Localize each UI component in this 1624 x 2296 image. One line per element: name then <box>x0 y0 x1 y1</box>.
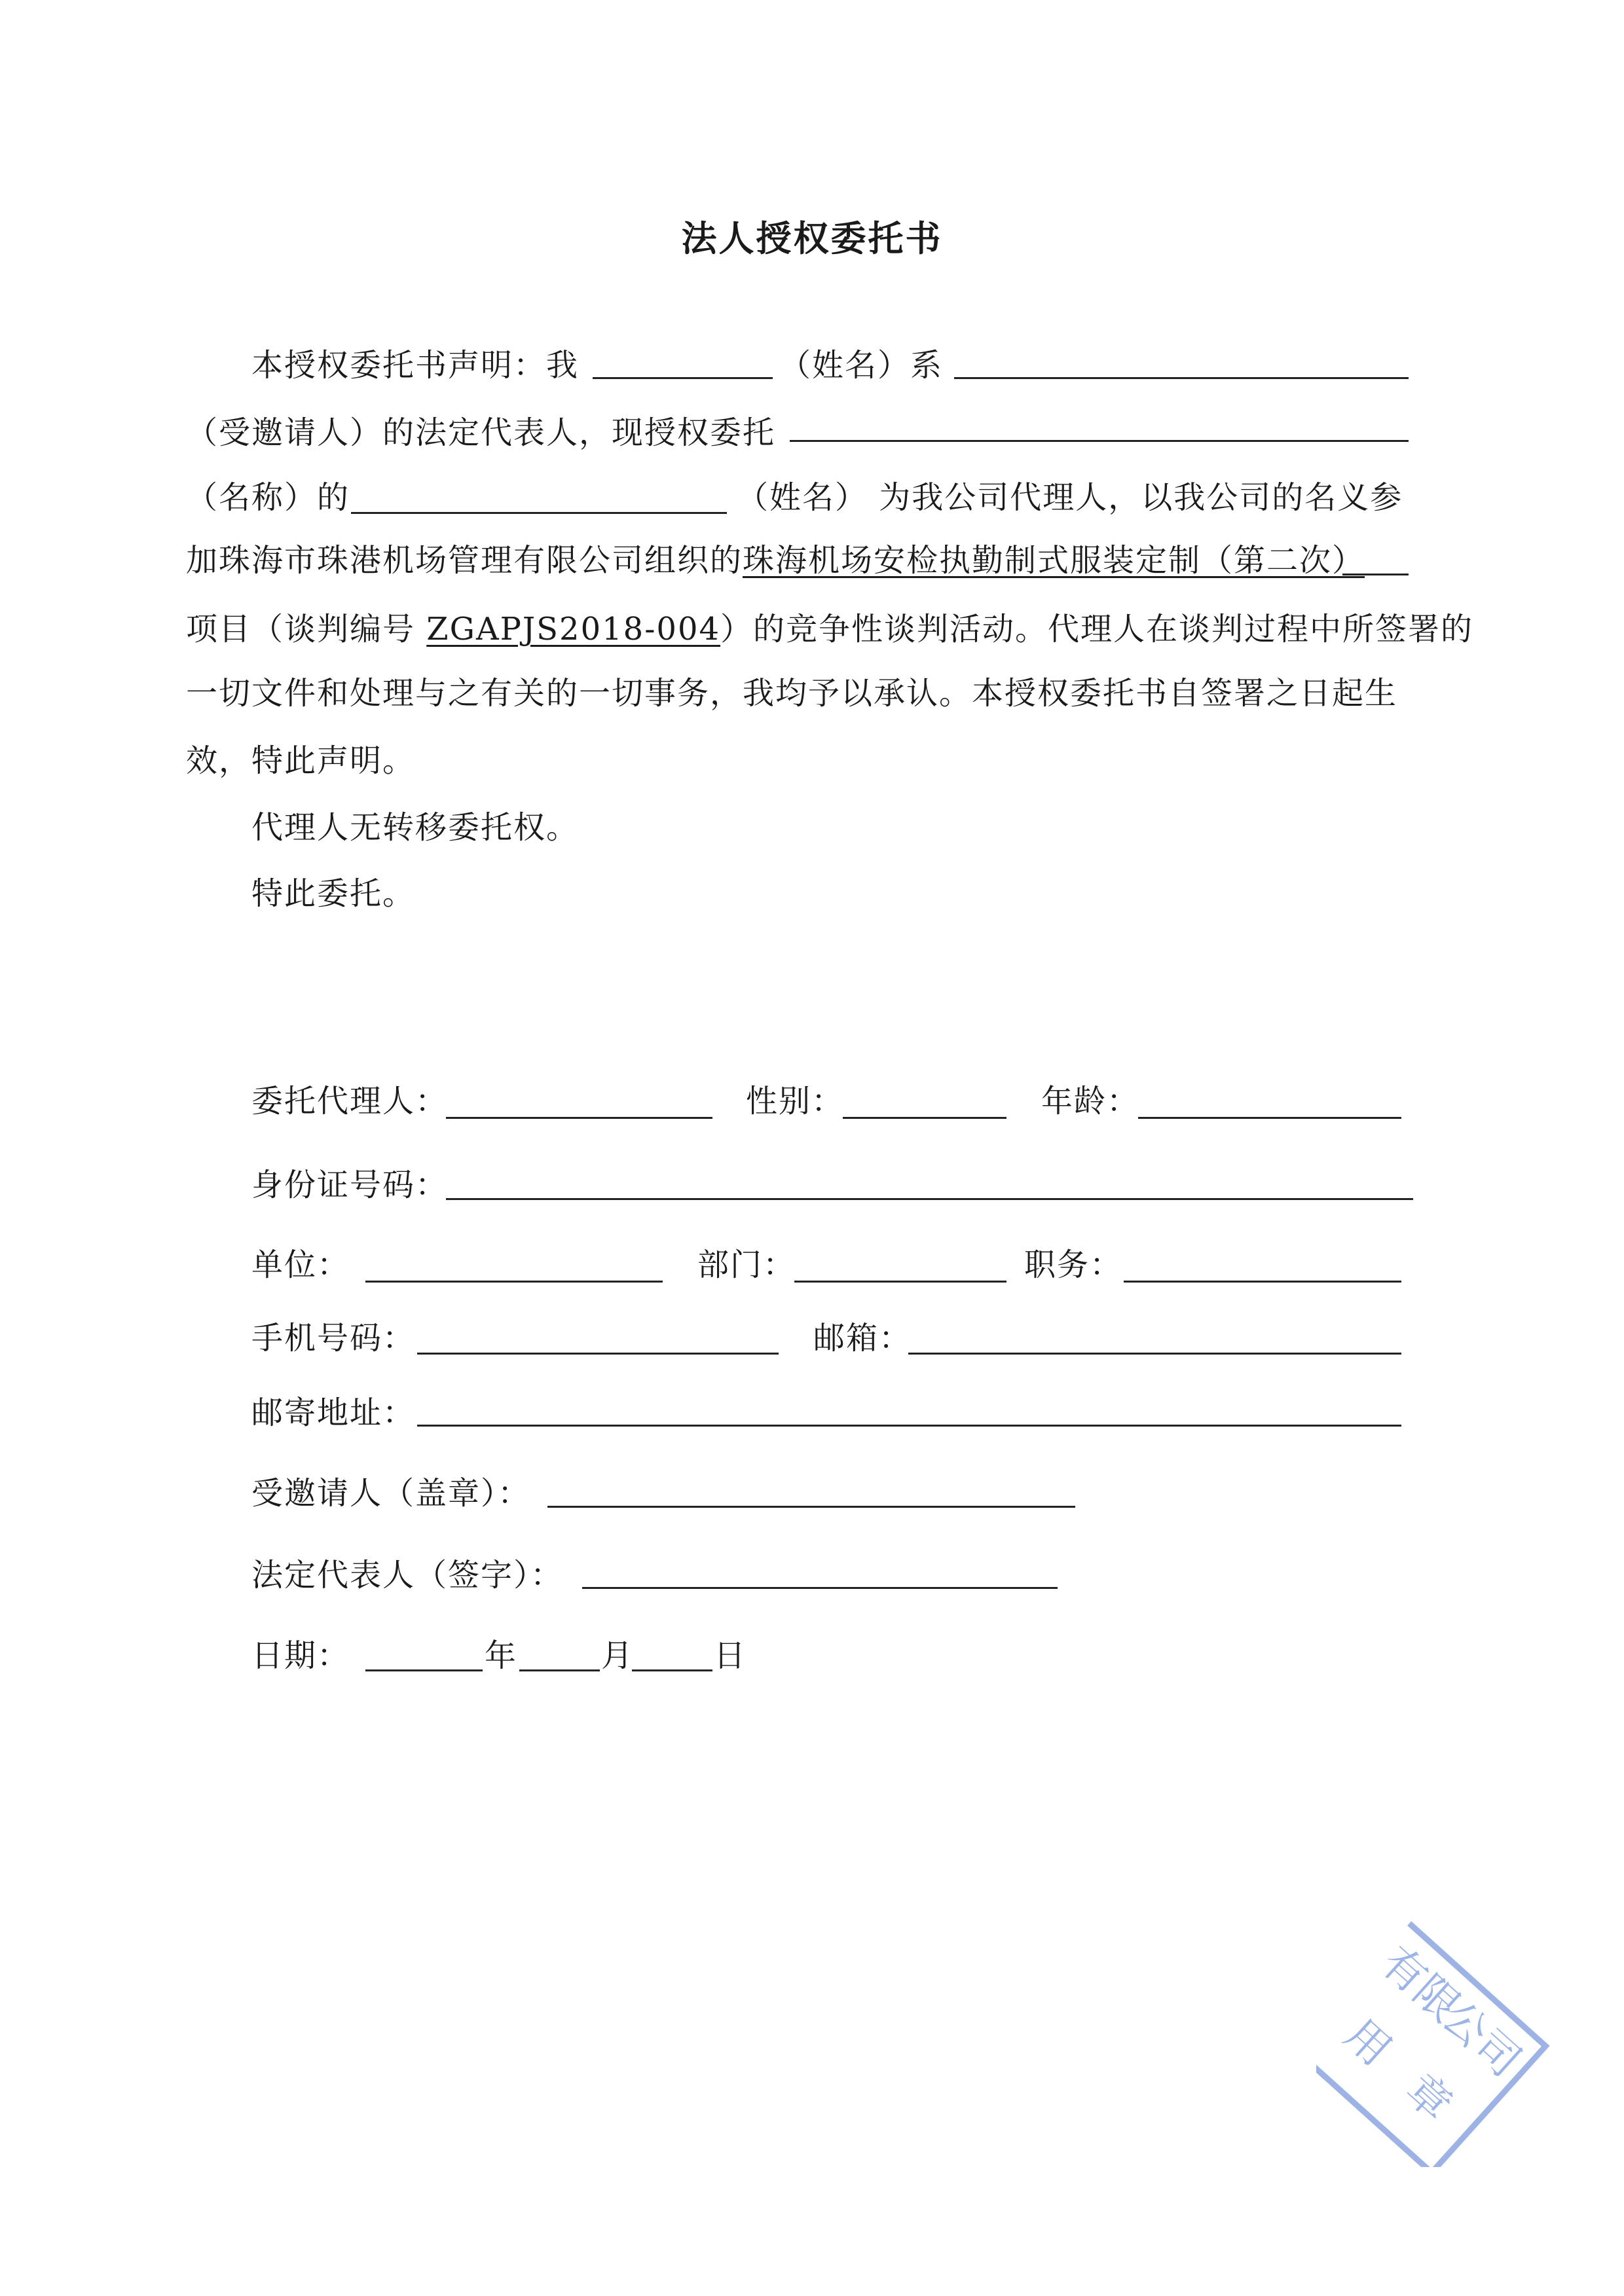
email-label: 邮箱： <box>813 1320 912 1357</box>
agent-label: 委托代理人： <box>251 1083 449 1120</box>
svg-text:章: 章 <box>1395 2064 1462 2131</box>
agent-name-blank[interactable] <box>351 512 727 514</box>
body-line-4 <box>186 541 1365 580</box>
body-line-3b: （姓名） 为我公司代理人，以我公司的名义参 <box>737 479 1403 516</box>
legal-rep-sign-label: 法定代表人（签字）： <box>251 1557 564 1594</box>
agent-field[interactable] <box>446 1117 712 1119</box>
body-line-5c: ）的竞争性谈判活动。代理人在谈判过程中所签署的 <box>720 611 1474 647</box>
mobile-field[interactable] <box>417 1353 779 1355</box>
no-transfer-statement: 代理人无转移委托权。 <box>251 809 580 846</box>
department-field[interactable] <box>794 1281 1006 1283</box>
company-seal-stamp <box>1316 1918 1552 2167</box>
unit-field[interactable] <box>365 1281 663 1283</box>
body-line-7: 效，特此声明。 <box>186 742 416 779</box>
body-line-6: 一切文件和处理与之有关的一切事务，我均予以承认。本授权委托书自签署之日起生 <box>186 675 1398 712</box>
mobile-label: 手机号码： <box>251 1320 416 1357</box>
date-label: 日期： <box>251 1637 350 1674</box>
day-label: 日 <box>714 1637 747 1674</box>
id-number-field[interactable] <box>446 1198 1413 1200</box>
date-year-field[interactable] <box>365 1669 483 1671</box>
body-line-1a: 本授权委托书声明：我 <box>251 347 580 384</box>
invitee-seal-label: 受邀请人（盖章）： <box>251 1475 531 1512</box>
address-field[interactable] <box>417 1425 1401 1427</box>
company-blank[interactable] <box>954 377 1409 379</box>
department-label: 部门： <box>697 1247 796 1283</box>
position-field[interactable] <box>1124 1281 1401 1283</box>
unit-label: 单位： <box>251 1247 350 1283</box>
closing-statement: 特此委托。 <box>251 875 416 912</box>
document-title: 法人授权委托书 <box>681 217 943 259</box>
agent-company-blank[interactable] <box>790 440 1409 442</box>
negotiation-number: ZGAPJS2018-004 <box>426 611 721 647</box>
email-field[interactable] <box>908 1353 1401 1355</box>
gender-label: 性别： <box>746 1083 845 1120</box>
svg-text:用: 用 <box>1335 2009 1401 2076</box>
id-number-label: 身份证号码： <box>251 1167 449 1203</box>
position-label: 职务： <box>1024 1247 1123 1283</box>
svg-text:有限: 有限 <box>1371 1937 1470 2032</box>
body-line-4a: 加珠海市珠港机场管理有限公司组织的 <box>186 542 743 579</box>
project-underline-tail <box>1342 574 1409 575</box>
gender-field[interactable] <box>843 1117 1006 1119</box>
invitee-seal-field[interactable] <box>547 1506 1075 1508</box>
body-line-2a: （受邀请人）的法定代表人，现授权委托 <box>186 414 776 451</box>
age-field[interactable] <box>1138 1117 1401 1119</box>
body-line-3a: （名称）的 <box>186 479 350 516</box>
date-month-field[interactable] <box>519 1669 600 1671</box>
body-line-1b: （姓名）系 <box>779 347 944 384</box>
legal-rep-sign-field[interactable] <box>582 1587 1058 1589</box>
project-name: 珠海机场安检执勤制式服装定制（第二次） <box>743 542 1365 579</box>
date-day-field[interactable] <box>632 1669 712 1671</box>
svg-text:公司: 公司 <box>1432 1991 1531 2087</box>
address-label: 邮寄地址： <box>251 1394 416 1431</box>
month-label: 月 <box>601 1637 635 1674</box>
body-line-5 <box>186 610 1473 649</box>
age-label: 年龄： <box>1041 1083 1140 1120</box>
year-label: 年 <box>485 1637 518 1674</box>
body-line-5a: 项目（谈判编号 <box>186 611 427 647</box>
principal-name-blank[interactable] <box>593 377 773 379</box>
